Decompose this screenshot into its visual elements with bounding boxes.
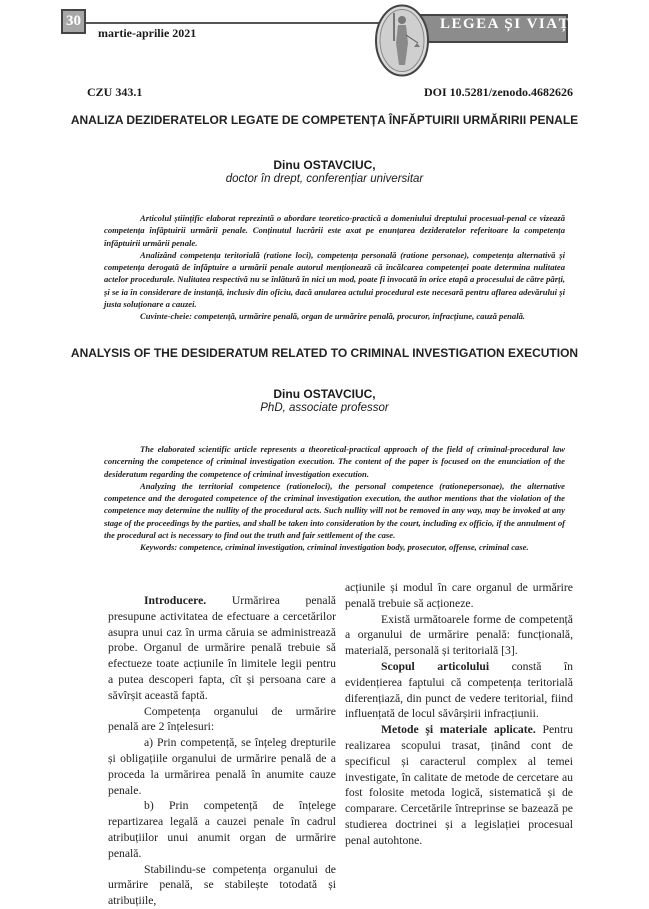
paragraph-text: Pentru realizarea scopului trasat, ținând cont de specificul și caracterul complex al temei investigate, în calitate de metode de cercetare au fost folosite metoda logică, sistematică și de comparare. Cercetările întreprinse se bazează pe studierea doctrinei și a legislației procesual penal autohtone. <box>345 723 573 847</box>
author-affiliation-en: PhD, associate professor <box>260 402 389 414</box>
paragraph-text: Stabilindu-se competența organului de urmărire penală, se stabilește totodată și atribuțiile, <box>108 862 336 908</box>
paragraph <box>108 798 336 861</box>
abstract-ro <box>104 212 565 323</box>
paragraph-text: Urmărirea penală presupune activitatea de efectuare a cercetărilor asupra unui caz în urma căruia se administrează probe. Organul de urmărire penală trebuie să efectueze toate acțiunile în limitele legii pentru a putea descoperi fapta, cît și persoana care a săvîrșit această faptă. <box>108 594 336 702</box>
justice-emblem-icon <box>374 3 430 78</box>
paragraph-text: Competența organului de urmărire penală are 2 înțelesuri: <box>108 704 336 734</box>
header-rule <box>86 22 386 24</box>
paragraph-text: a) Prin competență, se înțeleg drepturile și obligațiile organului de urmărire penală de a proceda la urmărirea penală în anumite cauze penale. <box>108 736 336 797</box>
paragraph-text: acțiunile și modul în care organul de urmărire penală trebuie să acționeze. <box>345 581 573 610</box>
paragraph-text: b) Prin competență de înțelege repartizarea legală a cauzei penale în cadrul atribuțiilor unui anumit organ de urmărire penală. <box>108 799 336 860</box>
abstract-en <box>104 443 565 554</box>
keywords-ro: Cuvinte-cheie: competență, urmărire penală, organ de urmărire penală, procuror, infracțiune, cauză penală. <box>140 311 526 322</box>
author-name-en: Dinu OSTAVCIUC, <box>273 387 376 401</box>
keywords-en: Keywords: competence, criminal investigation, criminal investigation body, prosecutor, offense, criminal case. <box>140 542 529 553</box>
abstract-en-paragraph: The elaborated scientific article represents a theoretical-practical approach of the field of criminal-procedural law concerning the competence of criminal investigation execution. The content of the paper is focused on the enunciation of the desideratum regarding the competence of criminal investigation execution. <box>104 444 565 479</box>
paragraph <box>345 659 573 722</box>
abstract-ro-paragraph: Analizând competența teritorială (ratione loci), competența personală (ratione personae), competența alternativă și competența derogată de înfăptuire a urmării penale autorul menționează că încălcarea competenței poate determina nulitatea actelor procedurale. Nulitatea respectivă nu se înlătură în nici un mod, poate fi invocată în orice etapă a procesului de către părți, și se ia în considerare de instanță, inclusiv din oficiu, dacă anularea actului procedural este necesară pentru aflarea adevărului și justa soluționare a cauzei. <box>104 249 565 310</box>
article-title-en: ANALYSIS OF THE DESIDERATUM RELATED TO CRIMINAL INVESTIGATION EXECUTION <box>70 346 579 360</box>
paragraph-text: constă în evidențierea faptului că competența teritorială diferențiază, din punct de vedere teritorial, fiind influențată de locul săvârșirii infracțiunii. <box>345 659 573 721</box>
page-number: 30 <box>61 9 86 34</box>
czu-code: CZU 343.1 <box>87 85 143 99</box>
article-title-ro: ANALIZA DEZIDERATELOR LEGATE DE COMPETENȚA ÎNFĂPTUIRII URMĂRIRII PENALE <box>70 113 579 127</box>
abstract-ro-paragraph: Articolul științific elaborat reprezintă o abordare teoretico-practică a domeniului dreptului procesual-penal ce vizează competența înfăptuirii urmării penale. Conținutul lucrării este axat pe enunțarea dezideratelor referitoare la competența înfăptuirii urmării penale. <box>104 213 565 248</box>
paragraph <box>108 593 336 704</box>
paragraph-lead: Metode și materiale aplicate. <box>381 723 536 737</box>
paragraph <box>345 722 573 848</box>
doi[interactable]: DOI 10.5281/zenodo.4682626 <box>423 85 573 99</box>
issue-date: martie-aprilie 2021 <box>98 26 197 40</box>
journal-name: LEGEA ȘI VIAȚA <box>440 16 583 32</box>
body-column-right <box>345 580 573 849</box>
paragraph <box>345 612 573 659</box>
paragraph <box>108 735 336 798</box>
paragraph <box>108 862 336 909</box>
abstract-en-paragraph: Analyzing the territorial competence (rationeloci), the personal competence (rationepersonae), the alternative competence and the derogated competence of the criminal investigation execution, the author mentions that the violation of the competence may determine the nullity of the procedural acts. Such nullity will not be removed in any way, may be invoked at any stage of the proceedings by the parties, and shall be taken into consideration by the court, including ex officio, if the annulment of the procedural act is necessary to find out the truth and fair settlement of the case. <box>104 480 565 541</box>
paragraph-text: Există următoarele forme de competență a organului de urmărire penală: funcțională, materială, personală și teritorială [3]. <box>345 612 573 658</box>
paragraph-lead: Scopul articolului <box>381 659 490 673</box>
body-column-left <box>108 593 336 909</box>
author-affiliation-ro: doctor în drept, conferențiar universitar <box>225 173 424 185</box>
paragraph <box>345 580 573 612</box>
paragraph-lead: Introducere. <box>144 594 207 607</box>
author-name-ro: Dinu OSTAVCIUC, <box>273 158 376 172</box>
paragraph <box>108 704 336 736</box>
